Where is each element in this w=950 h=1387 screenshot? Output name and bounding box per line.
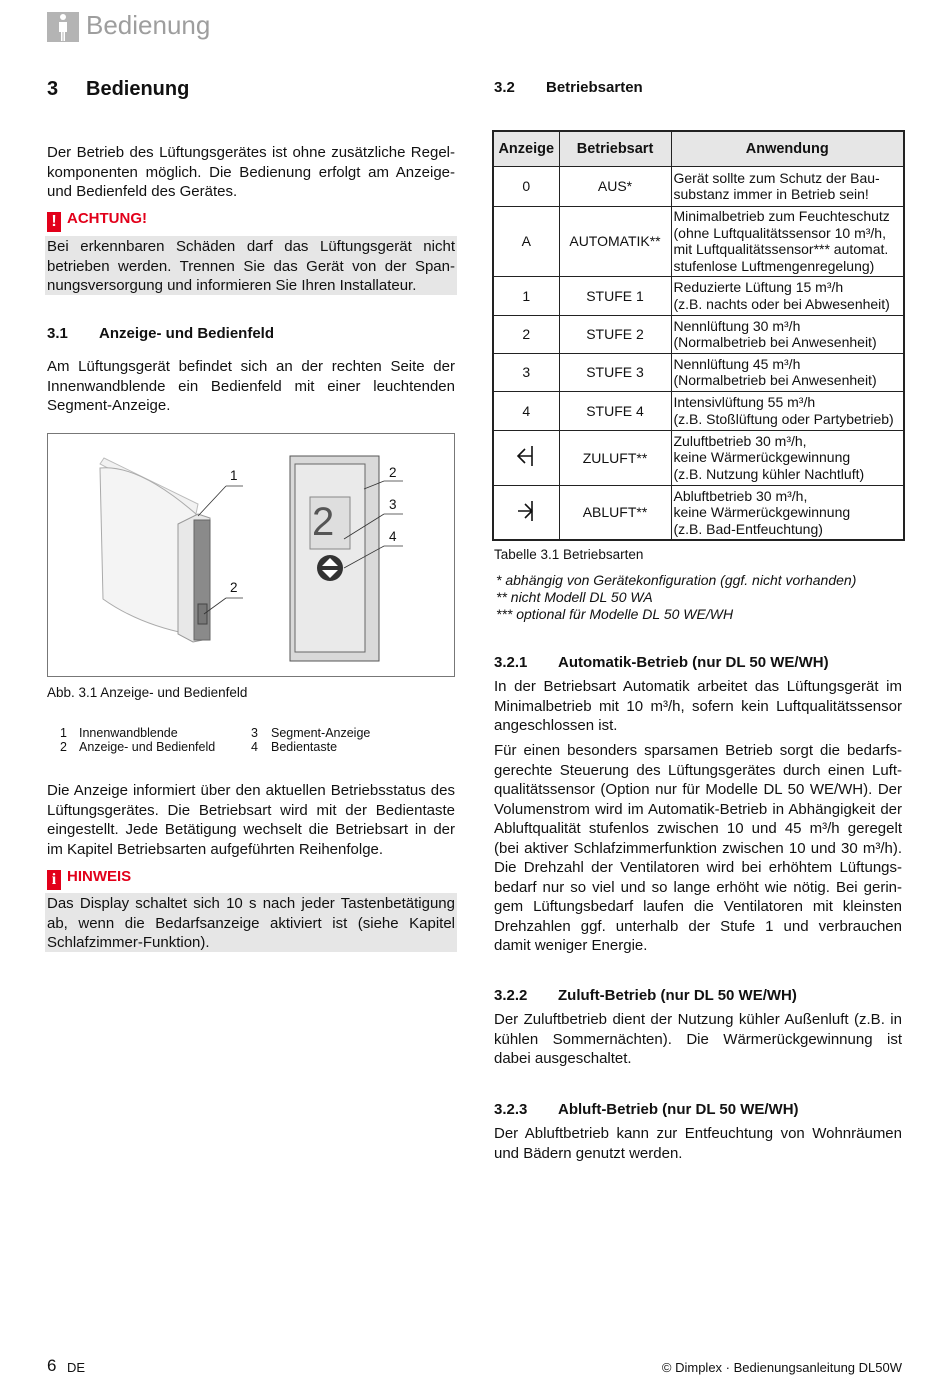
note-label: HINWEIS	[67, 868, 132, 885]
warning-heading	[47, 210, 455, 232]
description-line: Zuluftbetrieb 30 m³/h,	[673, 432, 807, 449]
text-line: In der Betriebsart Automatik arbeitet das Lüftungsgerät im	[494, 678, 902, 695]
text-line: bedarf nur so viel und so lange erhöht wie nötig. Bei gerin-	[494, 878, 902, 896]
description-line: Gerät sollte zum Schutz der Bau-	[673, 169, 880, 186]
text-line: eingestellt. Jede Betätigung wechselt die Betriebsart in der	[47, 821, 455, 838]
section-3-1-paragraph	[47, 357, 455, 416]
running-header: Bedienung	[86, 10, 211, 40]
description-line: (z.B. Stoßlüftung oder Partybetrieb)	[673, 410, 894, 427]
footnote: * abhängig von Gerätekonfiguration (ggf. nicht vorhanden)	[496, 572, 857, 588]
description-line: substanz immer in Betrieb sein!	[673, 186, 869, 202]
description-line: Reduzierte Lüftung 15 m³/h	[673, 279, 844, 295]
section-3-2-2-number: 3.2.2	[494, 987, 528, 1004]
legend-label: Segment-Anzeige	[271, 726, 371, 740]
legend-label: Bedientaste	[271, 740, 338, 754]
description-line: (Normalbetrieb bei Anwesenheit)	[673, 334, 877, 350]
text-line: Minimalbetrieb mit 10 m³/h, sofern kein Luftqualitätssensor	[494, 697, 902, 715]
display-value: A	[493, 206, 559, 276]
description-line: Minimalbetrieb zum Feuchteschutz	[673, 208, 890, 224]
person-icon	[47, 12, 79, 42]
description-line: (z.B. nachts oder bei Abwesenheit)	[673, 295, 890, 312]
text-line: Lüftungsgerätes. Die Betriebsart wird mit der Bedientaste	[47, 801, 455, 819]
display-value: 0	[493, 166, 559, 206]
abluft-paragraph	[494, 1124, 902, 1163]
text-line: Der Betrieb des Lüftungsgerätes ist ohne zusätzliche Regel-	[47, 144, 455, 161]
text-line: damit weniger Energie.	[494, 937, 648, 954]
table-row	[493, 206, 904, 276]
legend-number: 1	[60, 726, 67, 740]
legend-label: Anzeige- und Bedienfeld	[79, 740, 216, 754]
warning-box	[45, 236, 457, 295]
intro-paragraph	[47, 143, 455, 202]
text-line: Bei erkennbaren Schäden darf das Lüftungsgerät nicht	[47, 238, 455, 255]
mode-name: STUFE 2	[559, 315, 671, 353]
legend-number: 2	[60, 740, 67, 754]
footer-copyright: © Dimplex · Bedienungsanleitung DL50W	[661, 1360, 902, 1375]
table-row	[493, 485, 904, 540]
text-line: Schlafzimmer-Funktion).	[47, 934, 210, 951]
text-line: Innenwandblende ein Bedienfeld mit einer leuchtenden	[47, 377, 455, 395]
text-line: kühlen Sommernächten). Die Wärmerückgewinnung ist	[494, 1030, 902, 1048]
description-line: Intensivlüftung 55 m³/h	[673, 394, 816, 410]
text-line: und Bedienfeld des Gerätes.	[47, 183, 238, 200]
display-value: 1	[493, 276, 559, 315]
mode-name: STUFE 1	[559, 276, 671, 315]
footnote: *** optional für Modelle DL 50 WE/WH	[496, 606, 734, 622]
mode-description	[671, 315, 904, 353]
col-header-anzeige: Anzeige	[493, 131, 559, 166]
note-heading	[47, 868, 455, 890]
table-row	[493, 276, 904, 315]
callout-2-right: 2	[389, 465, 397, 480]
mode-description	[671, 206, 904, 276]
mode-name: AUTOMATIK**	[559, 206, 671, 276]
text-line: Am Lüftungsgerät befindet sich an der rechten Seite der	[47, 358, 455, 375]
display-paragraph	[47, 781, 455, 859]
text-line: (bei aktiver Schlafzimmerfunktion zwischen 10 und 30 m³/h).	[494, 839, 902, 857]
mode-description	[671, 276, 904, 315]
section-3-2-title: Betriebsarten	[546, 79, 643, 96]
text-line: angeschlossen ist.	[494, 717, 618, 734]
text-line: und Bädern genutzt werden.	[494, 1144, 683, 1162]
callout-2-left: 2	[230, 580, 238, 595]
chapter-number: 3	[47, 78, 59, 100]
description-line: mit Luftqualitätssensor*** automat.	[673, 241, 889, 257]
callout-3: 3	[389, 497, 397, 512]
text-line: Drehzahlen ggf. unterhalb der Stufe 1 und verbrauchen	[494, 917, 902, 935]
mode-description	[671, 391, 904, 430]
text-line: Die Anzeige informiert über den aktuellen Betriebsstatus des	[47, 782, 455, 799]
mode-description	[671, 430, 904, 485]
col-header-betriebsart: Betriebsart	[559, 131, 671, 166]
chapter-title: Bedienung	[86, 78, 190, 100]
description-line: (Normalbetrieb bei Anwesenheit)	[673, 372, 877, 388]
arrow-right-bar-icon	[493, 485, 559, 540]
display-value: 3	[493, 353, 559, 391]
text-line: Für einen besonders sparsamen Betrieb sorgt die bedarfs-	[494, 742, 902, 759]
col-header-anwendung: Anwendung	[671, 131, 904, 166]
description-line: stufenlose Luftmengenregelung)	[673, 257, 875, 274]
text-line: qualitätssensor (Option nur für Modelle DL 50 WE/WH). Der	[494, 781, 902, 798]
segment-display-digit: 2	[312, 500, 335, 544]
arrow-left-bar-icon	[493, 430, 559, 485]
description-line: (z.B. Nutzung kühler Nachtluft)	[673, 465, 865, 482]
mode-name: ABLUFT**	[559, 485, 671, 540]
mode-description	[671, 485, 904, 540]
text-line: nungsversorgung und informieren Sie Ihren Installateur.	[47, 277, 417, 294]
mode-description	[671, 166, 904, 206]
footnote: ** nicht Modell DL 50 WA	[496, 589, 653, 605]
description-line: keine Wärmerückgewinnung	[673, 504, 851, 520]
table-row	[493, 353, 904, 391]
section-3-1-title: Anzeige- und Bedienfeld	[99, 325, 275, 342]
table-row	[493, 315, 904, 353]
section-3-1-number: 3.1	[47, 325, 68, 342]
zuluft-paragraph	[494, 1010, 902, 1069]
operating-modes-table	[492, 130, 905, 541]
table-row	[493, 166, 904, 206]
section-3-2-3-title: Abluft-Betrieb (nur DL 50 WE/WH)	[558, 1101, 799, 1118]
text-line: Das Display schaltet sich 10 s nach jeder Tastenbetätigung	[47, 895, 455, 912]
callout-4: 4	[389, 529, 397, 544]
warning-label: ACHTUNG!	[67, 210, 147, 227]
section-3-2-3-number: 3.2.3	[494, 1101, 528, 1118]
text-line: gem Lüftungsbedarf laufen die Ventilatoren mit kleinsten	[494, 898, 902, 915]
mode-name: STUFE 4	[559, 391, 671, 430]
legend-label: Innenwandblende	[79, 726, 178, 740]
text-line: betrieben werden. Trennen Sie das Gerät von der Span-	[47, 257, 455, 275]
text-line: im Kapitel Betriebsarten aufgeführten Reihenfolge.	[47, 840, 384, 858]
mode-description	[671, 353, 904, 391]
mode-name: AUS*	[559, 166, 671, 206]
automatik-paragraph-2	[494, 741, 902, 956]
text-line: Abluftqualität stufenlos zwischen 10 und 45 m³/h geregelt	[494, 820, 902, 837]
description-line: keine Wärmerückgewinnung	[673, 449, 851, 466]
text-line: Der Zuluftbetrieb dient der Nutzung kühler Außenluft (z.B. in	[494, 1011, 902, 1028]
automatik-paragraph-1	[494, 677, 902, 736]
description-line: Nennlüftung 30 m³/h	[673, 317, 801, 334]
note-box	[45, 893, 457, 952]
table-row	[493, 391, 904, 430]
section-3-2-1-title: Automatik-Betrieb (nur DL 50 WE/WH)	[558, 654, 829, 671]
text-line: komponenten möglich. Die Bedienung erfolgt am Anzeige-	[47, 163, 455, 181]
text-line: Die Drehzahl der Ventilatoren wird bei erhöhtem Lüftungs-	[494, 859, 902, 876]
text-line: dabei ausgeschaltet.	[494, 1050, 632, 1067]
description-line: Nennlüftung 45 m³/h	[673, 355, 801, 372]
legend-number: 3	[251, 726, 258, 740]
page-number: 6	[47, 1356, 57, 1375]
mode-name: STUFE 3	[559, 353, 671, 391]
text-line: Der Abluftbetrieb kann zur Entfeuchtung von Wohnräumen	[494, 1125, 902, 1142]
description-line: Abluftbetrieb 30 m³/h,	[673, 487, 808, 504]
table-row	[493, 430, 904, 485]
language-code: DE	[67, 1360, 86, 1375]
section-3-2-1-number: 3.2.1	[494, 654, 528, 671]
display-value: 4	[493, 391, 559, 430]
text-line: Volumenstrom wird im Automatik-Betrieb in Abhängigkeit der	[494, 800, 902, 818]
info-icon: i	[47, 870, 61, 890]
text-line: ab, wenn die Bedarfsanzeige aktiviert ist (siehe Kapitel	[47, 914, 455, 932]
table-caption: Tabelle 3.1 Betriebsarten	[494, 547, 644, 562]
figure-control-panel	[47, 433, 455, 677]
text-line: gerechte Steuerung des Lüftungsgerätes durch einen Luft-	[494, 761, 902, 779]
section-3-2-number: 3.2	[494, 79, 515, 96]
legend-number: 4	[251, 740, 258, 754]
display-value: 2	[493, 315, 559, 353]
callout-1: 1	[230, 468, 238, 483]
figure-caption: Abb. 3.1 Anzeige- und Bedienfeld	[47, 685, 248, 700]
description-line: (ohne Luftqualitätssensor 10 m³/h,	[673, 224, 886, 241]
description-line: (z.B. Bad-Entfeuchtung)	[673, 520, 823, 537]
section-3-2-2-title: Zuluft-Betrieb (nur DL 50 WE/WH)	[558, 987, 797, 1004]
text-line: Segment-Anzeige.	[47, 397, 171, 414]
mode-name: ZULUFT**	[559, 430, 671, 485]
warning-icon: !	[47, 212, 61, 232]
